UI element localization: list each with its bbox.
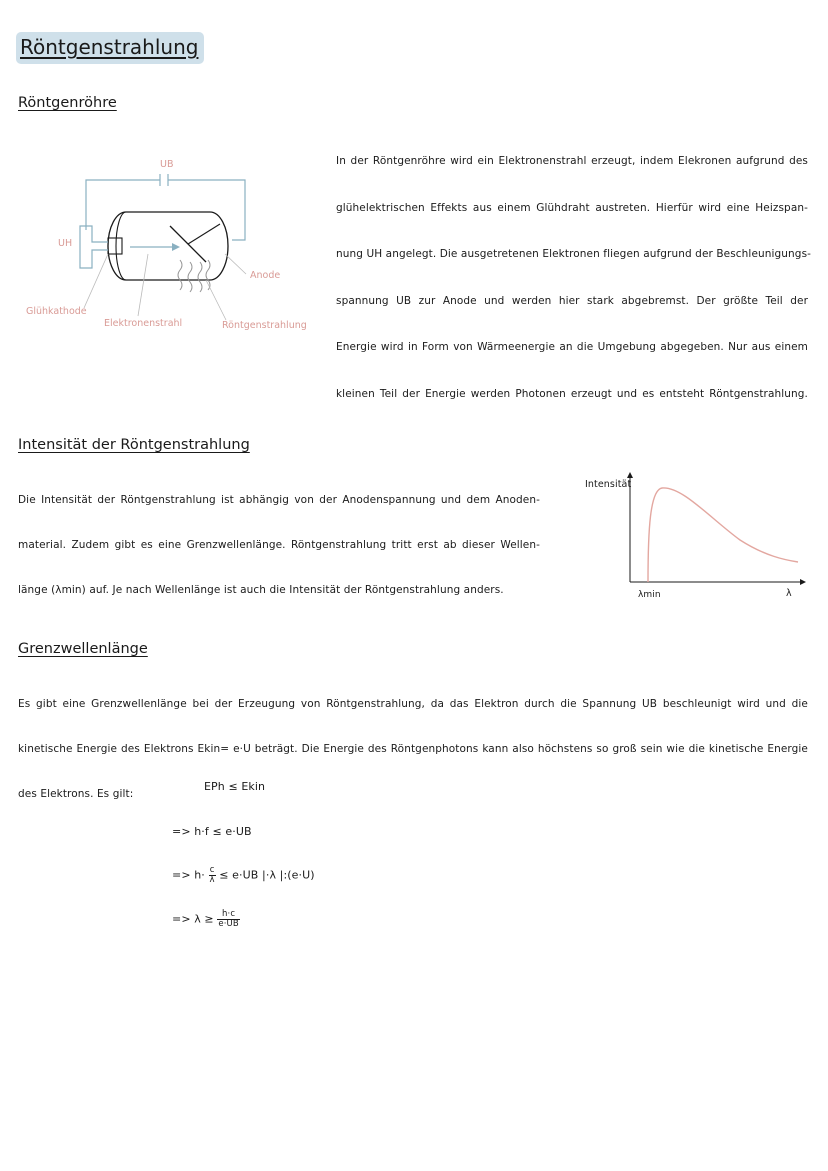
leader-elektronenstrahl	[138, 254, 148, 316]
formula-step-1: => h·f ≤ e·UB	[172, 825, 252, 838]
text-line: kinetische Energie des Elektrons Ekin= e·U beträgt. Die Energie des Röntgenphotons kann also höchstens so groß sein wie die kinetische Energie	[18, 743, 808, 755]
uh-circuit-wire	[80, 226, 108, 268]
intensity-curve	[648, 488, 798, 582]
text-line: länge (λmin) auf. Je nach Wellenlänge ist auch die Intensität der Röntgenstrahlung anders.	[18, 584, 504, 596]
text-line: spannung UB zur Anode und werden hier stark abgebremst. Der größte Teil der	[336, 294, 808, 307]
section-heading-roentgenroehre: Röntgenröhre	[18, 95, 117, 111]
intensity-chart	[620, 470, 810, 605]
section-heading-grenzwellenlaenge: Grenzwellenlänge	[18, 641, 148, 657]
formula-energy-inequality: EPh ≤ Ekin	[204, 780, 266, 793]
text-line: In der Röntgenröhre wird ein Elektronenstrahl erzeugt, indem Elekronen aufgrund des	[336, 155, 808, 167]
ub-circuit-wire	[86, 180, 160, 230]
fraction-denominator: e·UB	[218, 919, 239, 929]
leader-gluehkathode	[84, 254, 108, 308]
leader-anode	[225, 254, 246, 274]
tube-body	[108, 212, 228, 280]
fraction-hc-over-eub	[217, 910, 239, 929]
label-uh: UH	[58, 238, 73, 249]
formula-step-2-left: => h·	[172, 868, 205, 882]
tube-inner-left	[116, 212, 126, 280]
text-line: Energie wird in Form von Wärmeenergie an die Umgebung abgegeben. Nur aus einem	[336, 341, 808, 353]
text-line: des Elektrons. Es gilt:	[18, 788, 134, 800]
paragraph-roentgenroehre	[336, 138, 812, 417]
label-ub: UB	[160, 159, 174, 170]
formula-step-2	[172, 866, 315, 885]
label-anode: Anode	[250, 270, 281, 281]
paragraph-grenzwellenlaenge	[18, 682, 808, 817]
formula-step-3-left: => λ ≥	[172, 912, 214, 926]
label-gluehkathode: Glühkathode	[26, 306, 87, 317]
chart-y-label: Intensität	[585, 479, 632, 490]
text-line: glühelektrischen Effekts aus einem Glühdraht austreten. Hierfür wird eine Heizspan-	[336, 201, 808, 214]
chart-x-axis-arrowhead	[800, 579, 806, 585]
ub-circuit-wire-right	[168, 180, 245, 240]
label-elektronenstrahl: Elektronenstrahl	[104, 318, 183, 329]
electron-beam-arrowhead	[172, 243, 180, 251]
paragraph-intensitaet	[18, 478, 540, 613]
formula-step-3	[172, 910, 240, 929]
fraction-numerator: c	[209, 865, 215, 875]
chart-y-axis-arrowhead	[627, 472, 633, 478]
text-line: nung UH angelegt. Die ausgetretenen Elektronen fliegen aufgrund der Beschleunigungs-	[336, 248, 812, 260]
chart-x-label-min: λmin	[638, 590, 661, 600]
text-line: kleinen Teil der Energie werden Photonen erzeugt und es entsteht Röntgenstrahlung.	[336, 387, 808, 400]
xray-wave-2	[188, 262, 192, 292]
xray-wave-3	[198, 262, 202, 292]
chart-x-label: λ	[786, 588, 792, 599]
fraction-denominator: λ	[209, 875, 215, 885]
text-line: material. Zudem gibt es eine Grenzwellenlänge. Röntgenstrahlung tritt erst ab dieser Wellen-	[18, 539, 540, 551]
fraction-c-over-lambda	[209, 866, 216, 885]
label-roentgenstrahlung: Röntgenstrahlung	[222, 320, 307, 331]
page-title: Röntgenstrahlung	[16, 32, 204, 64]
text-line: Es gibt eine Grenzwellenlänge bei der Erzeugung von Röntgenstrahlung, da das Elektron durch die Spannung UB beschleunigt wird und die	[18, 698, 808, 710]
leader-roentgenstrahlung	[206, 280, 226, 320]
section-heading-intensitaet: Intensität der Röntgenstrahlung	[18, 437, 250, 453]
xray-wave-1	[178, 260, 182, 290]
anode-stem	[188, 224, 220, 244]
fraction-numerator: h·c	[217, 910, 239, 920]
text-line: Die Intensität der Röntgenstrahlung ist abhängig von der Anodenspannung und dem Anoden-	[18, 494, 540, 506]
cathode	[108, 238, 122, 254]
formula-step-2-right: ≤ e·UB |·λ |:(e·U)	[219, 868, 315, 882]
xray-wave-4	[206, 260, 210, 290]
